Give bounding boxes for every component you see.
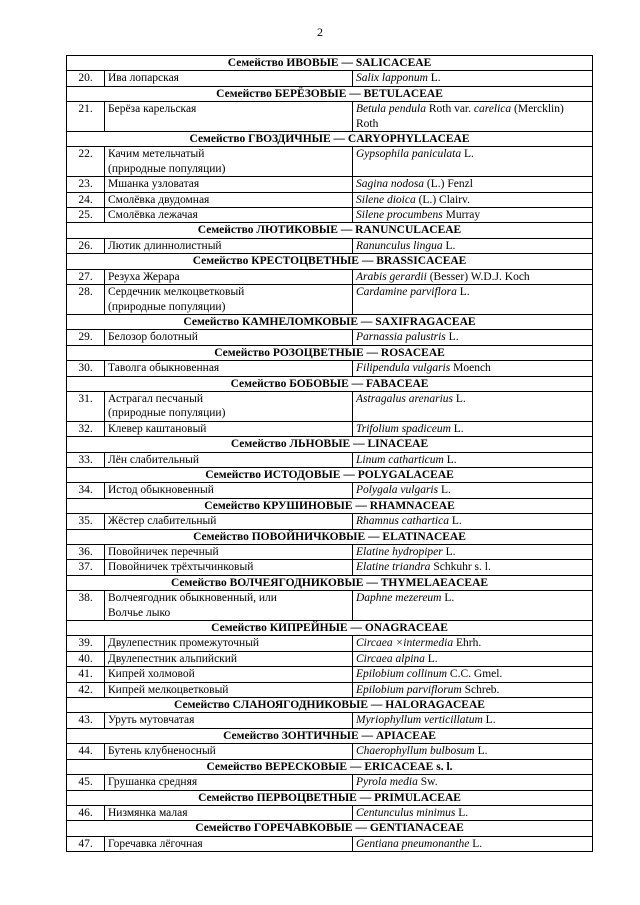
species-number: 26. [67, 238, 105, 253]
family-row [67, 254, 593, 269]
family-name-lat: ROSACEAE [380, 346, 445, 359]
latin-binomial: Cardamine parviflora [356, 286, 457, 299]
latin-author: Roth var. [425, 103, 474, 116]
latin-binomial: Epilobium collinum [356, 668, 448, 681]
species-row [67, 836, 593, 851]
family-heading: Семейство КРЕСТОЦВЕТНЫЕ — BRASSICACEAE [67, 254, 593, 269]
family-name-ru: Семейство БОБОВЫЕ [230, 377, 349, 390]
family-name-lat: LINACEAE [367, 438, 429, 451]
species-table-body [67, 56, 593, 852]
latin-binomial: Polygala vulgaris [356, 484, 439, 497]
species-name-ru-line: Жёстер слабительный [108, 515, 217, 528]
family-heading: Семейство БЕРЁЗОВЫЕ — BETULACEAE [67, 86, 593, 101]
latin-author: L. [474, 745, 488, 758]
species-name-ru-line: Волчеягодник обыкновенный, или [108, 592, 277, 605]
family-heading: Семейство КИПРЕЙНЫЕ — ONAGRACEAE [67, 621, 593, 636]
species-row [67, 483, 593, 498]
latin-author: L. [450, 422, 464, 435]
family-row [67, 132, 593, 147]
species-row [67, 147, 593, 177]
species-row [67, 269, 593, 284]
family-row [67, 821, 593, 836]
species-name-ru [105, 682, 353, 697]
species-number: 28. [67, 285, 105, 315]
family-heading: Семейство ЛЬНОВЫЕ — LINACEAE [67, 437, 593, 452]
latin-author: Sw. [417, 776, 438, 789]
species-name-lat [353, 514, 593, 529]
latin-author: Schreb. [461, 683, 500, 696]
species-name-lat [353, 421, 593, 436]
species-name-ru-line: Уруть мутовчатая [108, 714, 195, 727]
family-row [67, 790, 593, 805]
species-number: 21. [67, 102, 105, 132]
latin-author: Ehrh. [453, 637, 482, 650]
species-name-ru-line: Астрагал песчаный [108, 392, 204, 405]
latin-author: L. [448, 515, 462, 528]
species-name-ru [105, 285, 353, 315]
species-name-ru-line: Низмянка малая [108, 806, 188, 819]
species-name-ru-line: Берёза карельская [108, 103, 197, 116]
family-row [67, 467, 593, 482]
family-row [67, 728, 593, 743]
species-row [67, 545, 593, 560]
species-name-ru-line: Волчье лыко [108, 606, 171, 619]
latin-author: L. [461, 148, 474, 161]
species-name-lat [353, 238, 593, 253]
species-name-lat [353, 285, 593, 315]
species-name-ru-line: (природные популяции) [108, 162, 226, 175]
species-name-lat [353, 192, 593, 207]
latin-variety-author: (Mercklin) Roth [356, 103, 564, 130]
latin-binomial: Centunculus minimus [356, 806, 456, 819]
family-row [67, 314, 593, 329]
species-row [67, 330, 593, 345]
species-name-ru-line: Смолёвка двудомная [108, 193, 210, 206]
family-row [67, 575, 593, 590]
family-row [67, 759, 593, 774]
species-number: 37. [67, 560, 105, 575]
family-row [67, 529, 593, 544]
species-name-ru-line: Бутень клубненосный [108, 745, 216, 758]
species-number: 38. [67, 591, 105, 621]
species-name-ru [105, 361, 353, 376]
latin-binomial: Gentiana pneumonanthe [356, 837, 470, 850]
latin-author: L. [455, 806, 469, 819]
family-heading: Семейство ГВОЗДИЧНЫЕ — CARYOPHYLLACEAE [67, 132, 593, 147]
latin-author: L. [438, 484, 451, 497]
family-heading: Семейство ПЕРВОЦВЕТНЫЕ — PRIMULACEAE [67, 790, 593, 805]
species-name-ru-line: Грушанка средняя [108, 776, 198, 789]
latin-author: L. [424, 652, 438, 665]
family-name-ru: Семейство КИПРЕЙНЫЕ [211, 622, 348, 635]
species-name-lat [353, 330, 593, 345]
species-number: 36. [67, 545, 105, 560]
family-heading: Семейство ВЕРЕСКОВЫЕ — ERICACEAE s. l. [67, 759, 593, 774]
latin-binomial: Myriophyllum verticillatum [356, 714, 483, 727]
family-row [67, 376, 593, 391]
species-row [67, 192, 593, 207]
species-name-ru-line: Лён слабительный [108, 453, 200, 466]
latin-author: (Besser) W.D.J. Koch [426, 270, 530, 283]
species-name-ru-line: Ива лопарская [108, 72, 179, 85]
species-name-ru [105, 591, 353, 621]
family-name-lat: POLYGALACEAE [357, 468, 454, 481]
species-name-lat [353, 483, 593, 498]
species-row [67, 682, 593, 697]
family-name-ru: Семейство ЛЬНОВЫЕ [230, 438, 351, 451]
family-name-ru: Семейство ГВОЗДИЧНЫЕ [189, 133, 331, 146]
latin-binomial: Parnassia palustris [356, 331, 446, 344]
latin-binomial: Ranunculus lingua [356, 239, 443, 252]
species-name-ru [105, 636, 353, 651]
species-number: 29. [67, 330, 105, 345]
family-name-lat: APIACEAE [375, 729, 436, 742]
species-name-lat [353, 269, 593, 284]
latin-binomial: Silene procumbens [356, 209, 443, 222]
species-name-lat [353, 208, 593, 223]
latin-author: Moench [450, 362, 491, 375]
species-number: 44. [67, 744, 105, 759]
latin-binomial: Daphne mezereum [356, 592, 442, 605]
species-name-ru-line: Повойничек трёхтычинковый [108, 561, 254, 574]
species-name-ru-line: Сердечник мелкоцветковый [108, 286, 245, 299]
species-number: 43. [67, 713, 105, 728]
species-number: 47. [67, 836, 105, 851]
species-row [67, 713, 593, 728]
species-name-ru [105, 269, 353, 284]
species-number: 23. [67, 177, 105, 192]
species-name-ru [105, 483, 353, 498]
family-heading: Семейство БОБОВЫЕ — FABACEAE [67, 376, 593, 391]
species-name-ru-line: (природные популяции) [108, 407, 226, 420]
species-name-ru-line: Кипрей холмовой [108, 668, 195, 681]
family-row [67, 498, 593, 513]
species-number: 41. [67, 667, 105, 682]
species-name-ru [105, 330, 353, 345]
species-name-lat [353, 102, 593, 132]
family-name-lat: SAXIFRAGACEAE [375, 315, 476, 328]
species-row [67, 238, 593, 253]
family-name-ru: Семейство ГОРЕЧАВКОВЫЕ [195, 822, 353, 835]
species-name-lat [353, 805, 593, 820]
species-name-ru-line: Смолёвка лежачая [108, 209, 198, 222]
species-name-ru [105, 102, 353, 132]
latin-author: L. [442, 239, 456, 252]
family-name-lat: GENTIANACEAE [369, 822, 464, 835]
species-name-ru-line: Белозор болотный [108, 331, 198, 344]
species-number: 20. [67, 71, 105, 86]
family-name-ru: Семейство РОЗОЦВЕТНЫЕ [214, 346, 364, 359]
species-number: 27. [67, 269, 105, 284]
species-number: 32. [67, 421, 105, 436]
family-row [67, 437, 593, 452]
species-row [67, 514, 593, 529]
family-name-ru: Семейство БЕРЁЗОВЫЕ [216, 87, 347, 100]
species-row [67, 591, 593, 621]
latin-author: L. [445, 331, 459, 344]
latin-binomial: Epilobium parviflorum [356, 683, 462, 696]
species-number: 45. [67, 775, 105, 790]
species-name-ru [105, 545, 353, 560]
family-heading: Семейство РОЗОЦВЕТНЫЕ — ROSACEAE [67, 345, 593, 360]
species-name-lat [353, 713, 593, 728]
species-row [67, 636, 593, 651]
species-name-ru [105, 836, 353, 851]
family-row [67, 345, 593, 360]
family-heading: Семейство ИСТОДОВЫЕ — POLYGALACEAE [67, 467, 593, 482]
family-name-lat: PRIMULACEAE [374, 791, 461, 804]
species-name-ru [105, 421, 353, 436]
species-row [67, 744, 593, 759]
family-name-ru: Семейство КРУШИНОВЫЕ [204, 499, 353, 512]
family-name-ru: Семейство КАМНЕЛОМКОВЫЕ [183, 315, 359, 328]
species-name-ru [105, 208, 353, 223]
latin-author: L. [482, 714, 496, 727]
latin-author: L. [456, 286, 470, 299]
species-name-ru [105, 238, 353, 253]
species-name-lat [353, 682, 593, 697]
latin-author: L. [427, 72, 441, 85]
species-table [66, 55, 593, 852]
family-heading: Семейство ЛЮТИКОВЫЕ — RANUNCULACEAE [67, 223, 593, 238]
latin-binomial: Gypsophila paniculata [356, 148, 462, 161]
family-row [67, 223, 593, 238]
family-name-lat: SALICACEAE [355, 57, 432, 69]
species-row [67, 775, 593, 790]
species-name-lat [353, 177, 593, 192]
family-heading: Семейство ГОРЕЧАВКОВЫЕ — GENTIANACEAE [67, 821, 593, 836]
family-name-lat: ELATINACEAE [382, 530, 466, 543]
species-name-ru-line: Повойничек перечный [108, 546, 219, 558]
latin-binomial: Linum catharticum [356, 453, 444, 466]
species-row [67, 421, 593, 436]
latin-binomial: Elatine triandra [356, 561, 431, 574]
latin-binomial: Astragalus arenarius [356, 392, 454, 405]
latin-binomial: Circaea alpina [356, 652, 425, 665]
species-row [67, 452, 593, 467]
species-name-ru-line: Истод обыкновенный [108, 484, 214, 497]
family-name-ru: Семейство ЗОНТИЧНЫЕ [223, 729, 359, 742]
latin-author: L. [442, 546, 456, 558]
family-row [67, 86, 593, 101]
family-heading: Семейство ПОВОЙНИЧКОВЫЕ — ELATINACEAE [67, 529, 593, 544]
latin-author: Schkuhr s. l. [430, 561, 491, 574]
species-number: 40. [67, 651, 105, 666]
family-heading: Семейство ЗОНТИЧНЫЕ — APIACEAE [67, 728, 593, 743]
species-name-ru-line: Горечавка лёгочная [108, 837, 203, 850]
family-name-lat: ONAGRACEAE [364, 622, 448, 635]
species-name-lat [353, 361, 593, 376]
family-heading: Семейство КАМНЕЛОМКОВЫЕ — SAXIFRAGACEAE [67, 314, 593, 329]
species-name-ru [105, 713, 353, 728]
species-name-lat [353, 836, 593, 851]
species-number: 33. [67, 452, 105, 467]
species-name-ru-line: Качим метельчатый [108, 148, 205, 161]
latin-author: L. [443, 453, 457, 466]
page-number: 2 [317, 25, 323, 39]
latin-author: (L.) Fenzl [424, 178, 473, 191]
species-name-ru-line: Таволга обыкновенная [108, 362, 220, 375]
species-number: 30. [67, 361, 105, 376]
species-name-lat [353, 545, 593, 560]
species-name-ru [105, 744, 353, 759]
species-name-lat [353, 452, 593, 467]
species-number: 25. [67, 208, 105, 223]
species-name-lat [353, 71, 593, 86]
species-name-ru-line: Двулепестник альпийский [108, 652, 238, 665]
species-name-ru-line: Мшанка узловатая [108, 178, 200, 191]
species-row [67, 391, 593, 421]
species-name-lat [353, 775, 593, 790]
species-row [67, 71, 593, 86]
species-name-ru [105, 775, 353, 790]
family-name-lat: BRASSICACEAE [376, 255, 467, 268]
species-name-ru-line: (природные популяции) [108, 300, 226, 313]
family-row [67, 698, 593, 713]
species-name-lat [353, 636, 593, 651]
species-row [67, 208, 593, 223]
species-name-ru-line: Лютик длиннолистный [108, 239, 222, 252]
species-name-ru [105, 391, 353, 421]
latin-binomial: Trifolium spadiceum [356, 422, 451, 435]
species-number: 22. [67, 147, 105, 177]
latin-binomial: Filipendula vulgaris [356, 362, 451, 375]
latin-binomial: Arabis gerardii [356, 270, 427, 283]
family-name-lat: RANUNCULACEAE [355, 224, 462, 237]
species-row [67, 102, 593, 132]
latin-binomial: Rhamnus cathartica [356, 515, 449, 528]
species-row [67, 285, 593, 315]
latin-variety: carelica [473, 103, 512, 116]
family-name-ru: Семейство ИСТОДОВЫЕ [205, 468, 341, 481]
species-name-lat [353, 651, 593, 666]
species-number: 46. [67, 805, 105, 820]
species-name-ru [105, 452, 353, 467]
species-number: 35. [67, 514, 105, 529]
family-name-lat: CARYOPHYLLACEAE [347, 133, 470, 146]
latin-author: Murray [442, 209, 481, 222]
family-name-ru: Семейство ПОВОЙНИЧКОВЫЕ [193, 530, 366, 543]
species-name-ru-line: Клевер каштановый [108, 422, 207, 435]
species-number: 39. [67, 636, 105, 651]
species-number: 42. [67, 682, 105, 697]
family-row [67, 621, 593, 636]
family-name-lat: THYMELAEACEAE [380, 576, 489, 589]
species-row [67, 651, 593, 666]
family-row [67, 56, 593, 71]
latin-author: L. [441, 592, 455, 605]
family-name-ru: Семейство ПЕРВОЦВЕТНЫЕ [198, 791, 357, 804]
species-name-ru [105, 667, 353, 682]
family-name-ru: Семейство СЛАНОЯГОДНИКОВЫЕ [174, 699, 369, 712]
family-name-lat: BETULACEAE [363, 87, 443, 100]
species-name-lat [353, 391, 593, 421]
family-name-ru: Семейство ВОЛЧЕЯГОДНИКОВЫЕ [170, 576, 364, 589]
family-name-ru: Семейство ЛЮТИКОВЫЕ [197, 224, 338, 237]
latin-binomial: Pyrola media [356, 776, 418, 789]
latin-binomial: Sagina nodosa [356, 178, 425, 191]
species-number: 24. [67, 192, 105, 207]
species-name-ru-line: Резуха Жерара [108, 270, 180, 283]
species-number: 34. [67, 483, 105, 498]
latin-author: L. [469, 837, 483, 850]
species-name-lat [353, 147, 593, 177]
family-name-lat: RHAMNACEAE [369, 499, 455, 512]
species-name-ru-line: Двулепестник промежуточный [108, 637, 260, 650]
latin-author: L. [453, 392, 466, 405]
family-name-ru: Семейство КРЕСТОЦВЕТНЫЕ [192, 255, 359, 268]
species-name-ru [105, 177, 353, 192]
species-name-lat [353, 591, 593, 621]
species-name-ru [105, 147, 353, 177]
species-name-ru [105, 192, 353, 207]
species-name-ru [105, 560, 353, 575]
family-name-lat: HALORAGACEAE [385, 699, 485, 712]
family-heading: Семейство КРУШИНОВЫЕ — RHAMNACEAE [67, 498, 593, 513]
species-name-ru-line: Кипрей мелкоцветковый [108, 683, 229, 696]
species-name-lat [353, 560, 593, 575]
latin-binomial: Elatine hydropiper [356, 546, 443, 558]
species-name-ru [105, 651, 353, 666]
species-number: 31. [67, 391, 105, 421]
family-heading: Семейство ИВОВЫЕ — SALICACEAE [67, 56, 593, 71]
family-name-lat: ERICACEAE s. l. [364, 760, 453, 773]
species-name-lat [353, 667, 593, 682]
species-row [67, 177, 593, 192]
species-name-ru [105, 805, 353, 820]
species-row [67, 361, 593, 376]
latin-binomial: Chaerophyllum bulbosum [356, 745, 475, 758]
species-row [67, 667, 593, 682]
species-row [67, 805, 593, 820]
latin-binomial: Silene dioica [356, 193, 416, 206]
species-name-lat [353, 744, 593, 759]
family-name-lat: FABACEAE [366, 377, 429, 390]
family-heading: Семейство СЛАНОЯГОДНИКОВЫЕ — HALORAGACEAE [67, 698, 593, 713]
family-name-ru: Семейство ИВОВЫЕ [227, 57, 339, 69]
species-row [67, 560, 593, 575]
family-name-ru: Семейство ВЕРЕСКОВЫЕ [206, 760, 348, 773]
family-heading: Семейство ВОЛЧЕЯГОДНИКОВЫЕ — THYMELAEACEAE [67, 575, 593, 590]
species-name-ru [105, 514, 353, 529]
species-name-ru [105, 71, 353, 86]
latin-author: (L.) Clairv. [415, 193, 470, 206]
latin-binomial: Betula pendula [356, 103, 426, 116]
latin-binomial: Salix lapponum [356, 72, 428, 85]
latin-binomial: Circaea ×intermedia [356, 637, 454, 650]
latin-author: C.C. Gmel. [447, 668, 503, 681]
